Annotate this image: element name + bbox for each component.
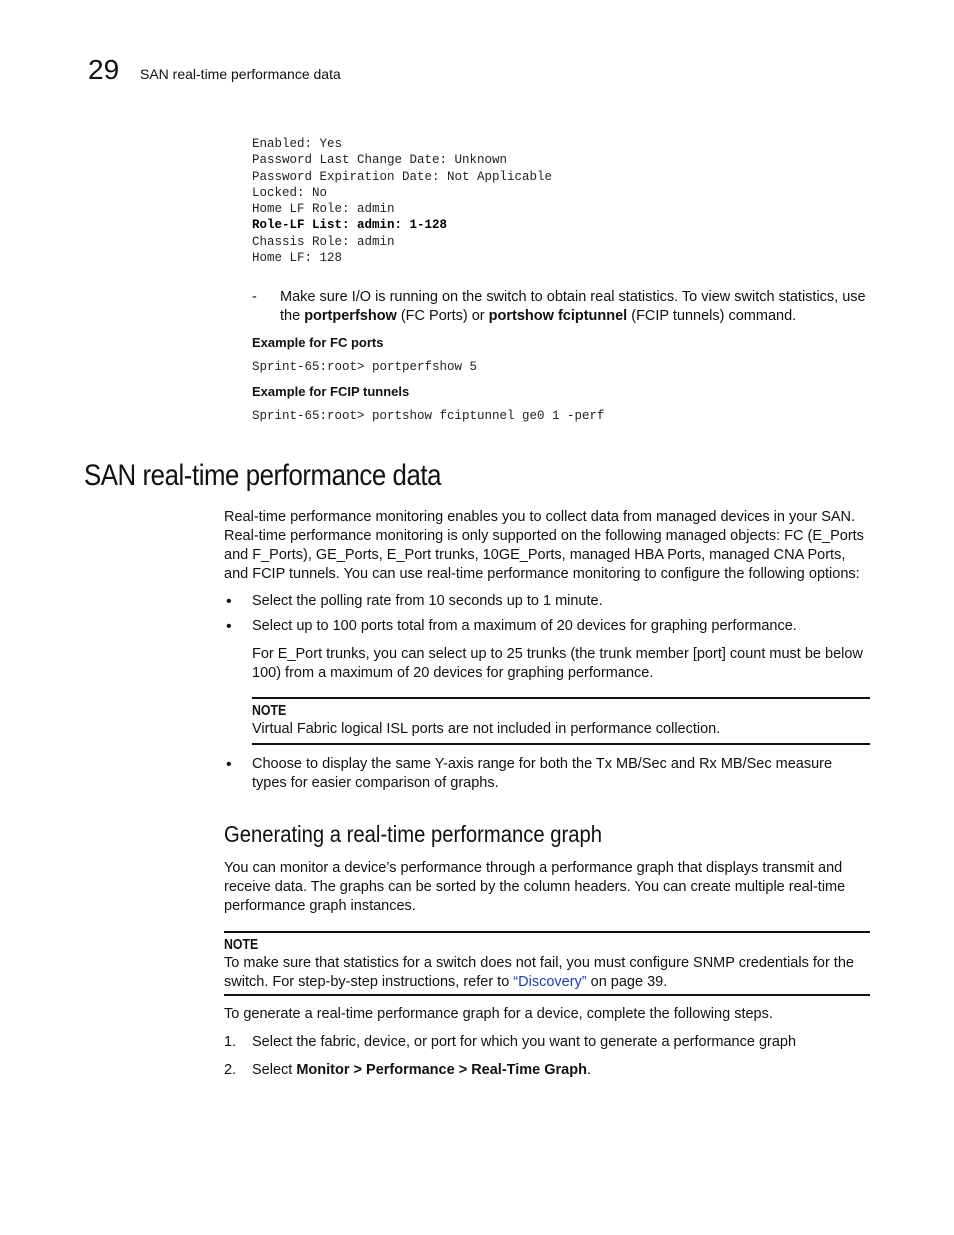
subsection-paragraph: You can monitor a device’s performance through a performance graph that displays transmit and receive data. The graphs can be sorted by the column headers. You can create multiple real-time performance graph instances. bbox=[224, 860, 846, 914]
code-line: Enabled: Yes bbox=[252, 137, 343, 151]
code-line: Locked: No bbox=[252, 185, 328, 200]
code-block bbox=[252, 136, 552, 266]
note-text: Virtual Fabric logical ISL ports are not included in performance collection. bbox=[252, 721, 721, 737]
subsection-title: Generating a real-time performance graph bbox=[224, 821, 603, 847]
step-number: 1. bbox=[224, 1034, 237, 1050]
step-text: Select the fabric, device, or port for which you want to generate a performance graph bbox=[252, 1034, 797, 1050]
code-line: Chassis Role: admin bbox=[252, 234, 395, 249]
code-line: Home LF Role: admin bbox=[252, 202, 395, 217]
example-fc-label: Example for FC ports bbox=[252, 335, 384, 350]
note-label: NOTE bbox=[252, 703, 287, 719]
sub-paragraph: For E_Port trunks, you can select up to 25 trunks (the trunk member [port] count must be below 100) from a maximum of 20 devices for graphing performance. bbox=[252, 646, 863, 681]
chapter-number: 29 bbox=[88, 54, 120, 85]
example-fc-command: Sprint-65:root> portperfshow 5 bbox=[252, 360, 478, 374]
dash-item-text bbox=[280, 288, 870, 326]
note-box bbox=[252, 697, 870, 745]
dash-text-part3: (FCIP tunnels) command. bbox=[627, 308, 797, 324]
dash-marker: - bbox=[252, 289, 257, 305]
code-line: Home LF: 128 bbox=[252, 251, 343, 266]
note-text-after: on page 39. bbox=[586, 974, 668, 990]
note-label: NOTE bbox=[224, 937, 259, 953]
bullet-marker: • bbox=[226, 593, 232, 610]
intro-paragraph: Real-time performance monitoring enables you to collect data from managed devices in your SAN. Real-time performance monitoring is only supported on the following managed objects: FC (E_Ports and F_Ports), GE_Ports, E_Port trunks, 10GE_Ports, managed HBA Ports, managed CNA Ports, and FCIP tunnels. You can use real-time performance monitoring to configure the following options: bbox=[224, 509, 864, 582]
bullet-marker: • bbox=[226, 756, 232, 773]
step-text-post: . bbox=[586, 1062, 591, 1078]
discovery-link[interactable]: “Discovery” bbox=[513, 974, 587, 990]
note-box bbox=[224, 931, 870, 996]
bullet-item: Select up to 100 ports total from a maximum of 20 devices for graphing performance. bbox=[252, 618, 797, 634]
note-text-before: To make sure that statistics for a switch does not fail, you must configure SNMP credentials for the switch. For step-by-step instructions, refer to bbox=[224, 955, 854, 990]
code-line: Password Last Change Date: Unknown bbox=[252, 153, 508, 168]
dash-text-part1: Make sure I/O is running on the switch to obtain real statistics. To view switch statistics, use the bbox=[280, 289, 866, 324]
code-line: Password Expiration Date: Not Applicable bbox=[252, 169, 553, 184]
dash-text-part2: (FC Ports) or bbox=[396, 308, 489, 324]
example-fcip-label: Example for FCIP tunnels bbox=[252, 384, 410, 399]
example-fcip-command: Sprint-65:root> portshow fciptunnel ge0 1 -perf bbox=[252, 409, 605, 423]
bullet-item: Select the polling rate from 10 seconds up to 1 minute. bbox=[252, 593, 603, 609]
step-text-pre: Select bbox=[252, 1062, 297, 1078]
step-number: 2. bbox=[224, 1062, 237, 1078]
step-text bbox=[252, 1061, 870, 1080]
bullet-item: Choose to display the same Y-axis range for both the Tx MB/Sec and Rx MB/Sec measure types for easier comparison of graphs. bbox=[252, 756, 833, 791]
steps-intro: To generate a real-time performance graph for a device, complete the following steps. bbox=[224, 1006, 773, 1022]
note-text bbox=[224, 954, 870, 992]
chapter-title: SAN real-time performance data bbox=[140, 66, 341, 82]
section-title: SAN real-time performance data bbox=[84, 459, 442, 492]
command-portshow-fciptunnel: portshow fciptunnel bbox=[488, 308, 628, 324]
menu-path: Monitor > Performance > Real-Time Graph bbox=[296, 1062, 587, 1078]
command-portperfshow: portperfshow bbox=[304, 308, 397, 324]
code-line-bold: Role-LF List: admin: 1-128 bbox=[252, 218, 448, 233]
bullet-marker: • bbox=[226, 618, 232, 635]
